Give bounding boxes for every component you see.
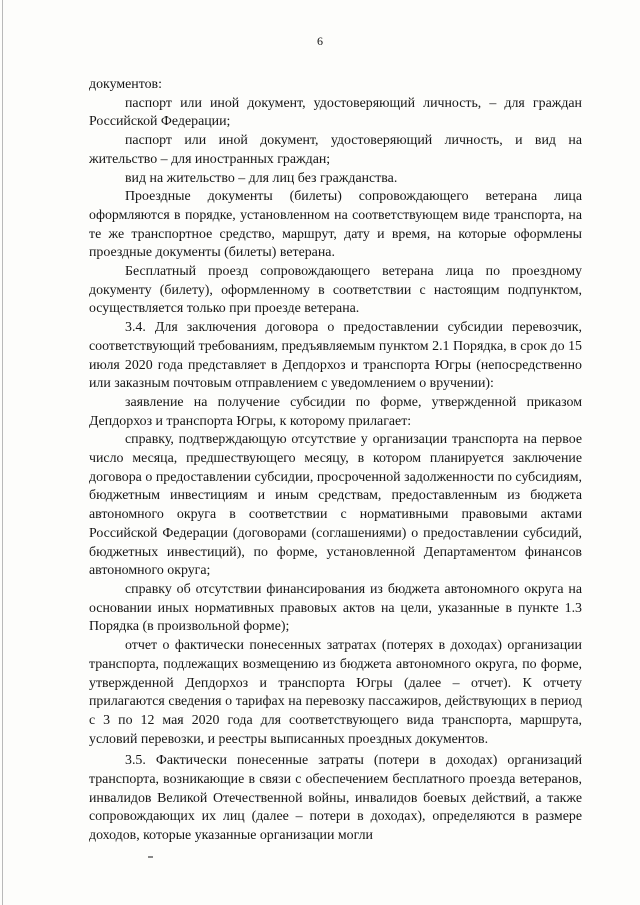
paragraph-7: заявление на получение субсидии по форме, утвержденной приказом Депдорхоз и транспорта Югры, к которому прилагает: [89,394,582,429]
paragraph-8: справку, подтверждающую отсутствие у организации транспорта на первое число месяца, предшествующего месяцу, в котором планируется заключение договора о предоставлении субсидии, просроченной задолженности по субсидиям, бюджетным инвестициям и иным средствам, предоставленным из бюджета автономного округа в соответствии с нормативными правовыми актами Российской Федерации (договорами (соглашениями) о предоставлении субсидий, бюджетных инвестиций), по форме, установленной Департаментом финансов автономного округа; [89,432,582,579]
paragraph-1: паспорт или иной документ, удостоверяющий личность, – для граждан Российской Федерации; [89,95,582,130]
paragraph-0: документов: [89,77,162,92]
page-number: 6 [317,34,323,48]
paragraph-11: 3.5. Фактически понесенные затраты (потери в доходах) организаций транспорта, возникающие в связи с обеспечением бесплатного проезда ветеранов, инвалидов Великой Отечественной войны, инвалидов боевых действий, а также сопровождающих их лиц (далее – потери в доходах), определяются в размере доходов, которые указанные организации могли [89,753,582,844]
scan-mark [148,856,153,858]
paragraph-2: паспорт или иной документ, удостоверяющий личность, и вид на жительство – для иностранных граждан; [89,133,582,167]
paragraph-5: Бесплатный проезд сопровождающего ветерана лица по проездному документу (билету), оформленному в соответствии с настоящим подпунктом, осуществляется только при проезде ветерана. [89,264,582,317]
document-body [89,76,582,846]
paragraph-10: отчет о фактически понесенных затратах (потерях в доходах) организации транспорта, подлежащих возмещению из бюджета автономного округа, по форме, утвержденной Депдорхоз и транспорта Югры (далее – отчет). К отчету прилагаются сведения о тарифах на перевозку пассажиров, действующих в период с 3 по 12 мая 2020 года для соответствующего вида транспорта, маршрута, условий перевозки, и реестры выписанных проездных документов. [89,638,582,747]
paragraph-6: 3.4. Для заключения договора о предоставлении субсидии перевозчик, соответствующий требованиям, предъявляемым пунктом 2.1 Порядка, в срок до 15 июля 2020 года представляет в Депдорхоз и транспорта Югры (непосредственно или заказным почтовым отправлением с уведомлением о вручении): [89,320,582,392]
paragraph-9: справку об отсутствии финансирования из бюджета автономного округа на основании иных нормативных правовых актов на цели, указанные в пункте 1.3 Порядка (в произвольной форме); [89,581,582,635]
paragraph-4: Проездные документы (билеты) сопровождающего ветерана лица оформляются в порядке, установленном на соответствующем виде транспорта, на те же транспортное средство, маршрут, дату и время, на которые оформлены проездные документы (билеты) ветерана. [89,189,582,261]
paragraph-3: вид на жительство – для лиц без гражданства. [125,170,398,186]
scan-edge-line [2,0,3,905]
